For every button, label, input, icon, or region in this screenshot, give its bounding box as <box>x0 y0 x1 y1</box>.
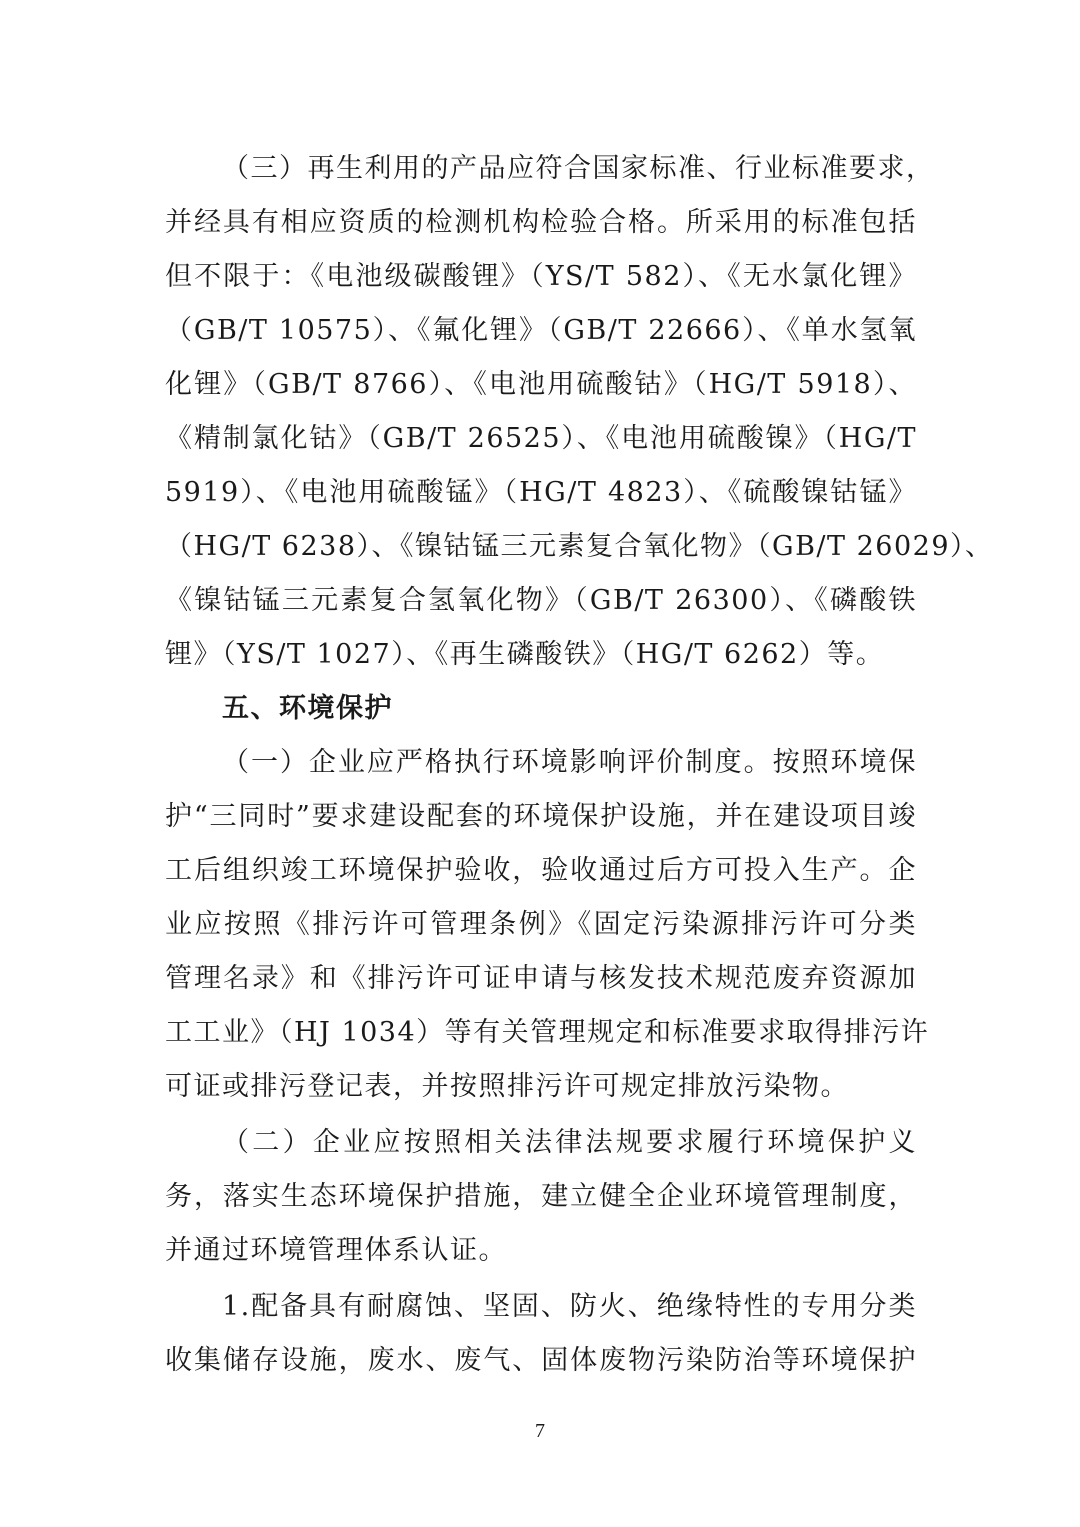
text-line: （GB/T 10575）、《氟化锂》（GB/T 22666）、《单水氢氧 <box>165 315 917 346</box>
text-line: 锂》（YS/T 1027）、《再生磷酸铁》（HG/T 6262）等。 <box>165 639 885 670</box>
text-line: 工工业》（HJ 1034）等有关管理规定和标准要求取得排污许 <box>165 1017 930 1048</box>
text-line: 1.配备具有耐腐蚀、坚固、防火、绝缘特性的专用分类 <box>222 1291 917 1322</box>
text-line: 业应按照《排污许可管理条例》《固定污染源排污许可分类 <box>165 909 917 940</box>
text-line: （一）企业应严格执行环境影响评价制度。按照环境保 <box>222 747 917 778</box>
text-line: 工后组织竣工环境保护验收，验收通过后方可投入生产。企 <box>165 855 917 886</box>
text-line: （三）再生利用的产品应符合国家标准、行业标准要求， <box>222 153 935 184</box>
text-line: 化锂》（GB/T 8766）、《电池用硫酸钴》（HG/T 5918）、 <box>165 369 917 400</box>
text-line: 可证或排污登记表，并按照排污许可规定排放污染物。 <box>165 1071 849 1102</box>
text-line: 护“三同时”要求建设配套的环境保护设施，并在建设项目竣 <box>165 801 917 832</box>
text-line: 并通过环境管理体系认证。 <box>165 1235 507 1266</box>
text-line: （HG/T 6238）、《镍钴锰三元素复合氧化物》（GB/T 26029）、 <box>165 531 994 562</box>
text-line: 管理名录》和《排污许可证申请与核发技术规范废弃资源加 <box>165 963 917 994</box>
text-line: 务，落实生态环境保护措施，建立健全企业环境管理制度， <box>165 1181 917 1212</box>
text-line: 收集储存设施，废水、废气、固体废物污染防治等环境保护 <box>165 1345 917 1376</box>
text-line: 并经具有相应资质的检测机构检验合格。所采用的标准包括 <box>165 207 917 238</box>
section-heading: 五、环境保护 <box>222 693 393 724</box>
text-line: 《精制氯化钴》（GB/T 26525）、《电池用硫酸镍》（HG/T <box>165 423 917 454</box>
text-line: 5919）、《电池用硫酸锰》（HG/T 4823）、《硫酸镍钴锰》 <box>165 477 917 508</box>
text-line: （二）企业应按照相关法律法规要求履行环境保护义 <box>222 1127 917 1158</box>
page-number: 7 <box>535 1420 545 1442</box>
text-line: 《镍钴锰三元素复合氢氧化物》（GB/T 26300）、《磷酸铁 <box>165 585 917 616</box>
text-line: 但不限于：《电池级碳酸锂》（YS/T 582）、《无水氯化锂》 <box>165 261 917 292</box>
